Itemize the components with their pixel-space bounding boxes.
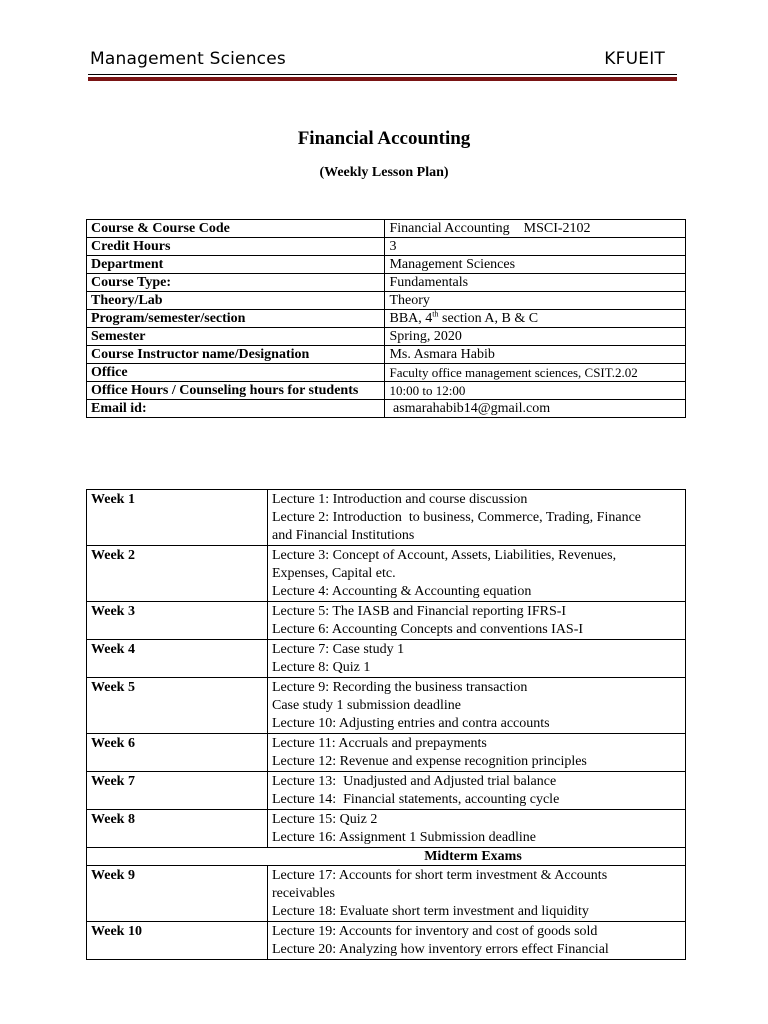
lecture-line: Lecture 16: Assignment 1 Submission deadline [272,830,537,845]
ordinal-suffix: th [432,309,439,319]
table-row [87,346,686,364]
info-value: 10:00 to 12:00 [385,382,686,400]
table-row [87,220,686,238]
course-info-table [86,219,686,418]
lecture-line: Lecture 10: Adjusting entries and contra accounts [272,716,550,731]
info-key: Course Instructor name/Designation [87,346,385,364]
lecture-line: Lecture 7: Case study 1 [272,642,405,657]
lecture-line: Case study 1 submission deadline [272,698,461,713]
week-label: Week 2 [87,546,268,602]
program-text: BBA, 4 [389,311,433,326]
header-institution: KFUEIT [604,49,665,69]
table-row [87,772,686,810]
week-lectures [268,678,686,734]
info-value: Ms. Asmara Habib [385,346,686,364]
table-row [87,866,686,922]
week-lectures [268,810,686,848]
lecture-line: and Financial Institutions [272,528,415,543]
info-key: Email id: [87,400,385,418]
table-row [87,640,686,678]
week-label: Week 8 [87,810,268,848]
section-text: section A, B & C [438,311,539,326]
info-key: Program/semester/section [87,310,385,328]
table-row [87,734,686,772]
midterm-row [87,848,686,866]
info-value: Fundamentals [385,274,686,292]
info-value: Theory [385,292,686,310]
table-row [87,490,686,546]
week-lectures [268,866,686,922]
lecture-line: Lecture 9: Recording the business transaction [272,680,528,695]
table-row [87,400,686,418]
midterm-label: Midterm Exams [87,848,686,866]
info-key: Theory/Lab [87,292,385,310]
week-label: Week 5 [87,678,268,734]
table-row [87,678,686,734]
info-value: 3 [385,238,686,256]
week-lectures [268,922,686,960]
lecture-line: Lecture 15: Quiz 2 [272,812,378,827]
table-row [87,546,686,602]
table-row [87,256,686,274]
week-lectures [268,602,686,640]
document-subtitle: (Weekly Lesson Plan) [319,165,449,180]
lecture-line: Lecture 17: Accounts for short term investment & Accounts [272,868,608,883]
table-row [87,810,686,848]
page-header [88,44,677,75]
document-title: Financial Accounting [297,128,471,149]
lecture-line: Lecture 5: The IASB and Financial reporting IFRS-I [272,604,567,619]
lecture-line: receivables [272,886,335,901]
week-lectures [268,734,686,772]
lecture-line: Lecture 1: Introduction and course discussion [272,492,528,507]
week-lectures [268,772,686,810]
email-value: asmarahabib14@gmail.com [385,400,686,418]
week-label: Week 7 [87,772,268,810]
info-value [385,310,686,328]
table-row [87,238,686,256]
lecture-line: Lecture 6: Accounting Concepts and conventions IAS-I [272,622,584,637]
table-row [87,382,686,400]
header-rule [88,77,677,81]
info-value: Faculty office management sciences, CSIT.2.02 [385,364,686,382]
lecture-line: Lecture 19: Accounts for inventory and cost of goods sold [272,924,598,939]
lecture-line: Lecture 4: Accounting & Accounting equation [272,584,532,599]
lecture-line: Lecture 11: Accruals and prepayments [272,736,487,751]
lecture-line: Lecture 12: Revenue and expense recognition principles [272,754,587,769]
week-lectures [268,490,686,546]
lecture-line: Lecture 2: Introduction to business, Commerce, Trading, Finance [272,510,641,525]
table-row [87,922,686,960]
week-label: Week 9 [87,866,268,922]
table-row [87,292,686,310]
lecture-line: Lecture 3: Concept of Account, Assets, Liabilities, Revenues, [272,548,617,563]
lecture-line: Expenses, Capital etc. [272,566,396,581]
table-row [87,364,686,382]
info-key: Department [87,256,385,274]
table-row [87,310,686,328]
lecture-line: Lecture 13: Unadjusted and Adjusted trial balance [272,774,557,789]
info-key: Semester [87,328,385,346]
lecture-line: Lecture 14: Financial statements, accounting cycle [272,792,560,807]
info-key: Office [87,364,385,382]
weekly-schedule-table [86,489,686,960]
lecture-line: Lecture 18: Evaluate short term investment and liquidity [272,904,589,919]
lecture-line: Lecture 20: Analyzing how inventory errors effect Financial [272,942,609,957]
info-value: Management Sciences [385,256,686,274]
week-lectures [268,640,686,678]
table-row [87,602,686,640]
info-key: Office Hours / Counseling hours for students [87,382,385,400]
info-key: Course Type: [87,274,385,292]
info-value: Financial Accounting MSCI-2102 [385,220,686,238]
table-row [87,328,686,346]
week-label: Week 3 [87,602,268,640]
week-label: Week 6 [87,734,268,772]
info-key: Credit Hours [87,238,385,256]
table-row [87,274,686,292]
info-value: Spring, 2020 [385,328,686,346]
week-lectures [268,546,686,602]
week-label: Week 4 [87,640,268,678]
header-department: Management Sciences [90,49,286,69]
week-label: Week 1 [87,490,268,546]
lecture-line: Lecture 8: Quiz 1 [272,660,371,675]
info-key: Course & Course Code [87,220,385,238]
week-label: Week 10 [87,922,268,960]
